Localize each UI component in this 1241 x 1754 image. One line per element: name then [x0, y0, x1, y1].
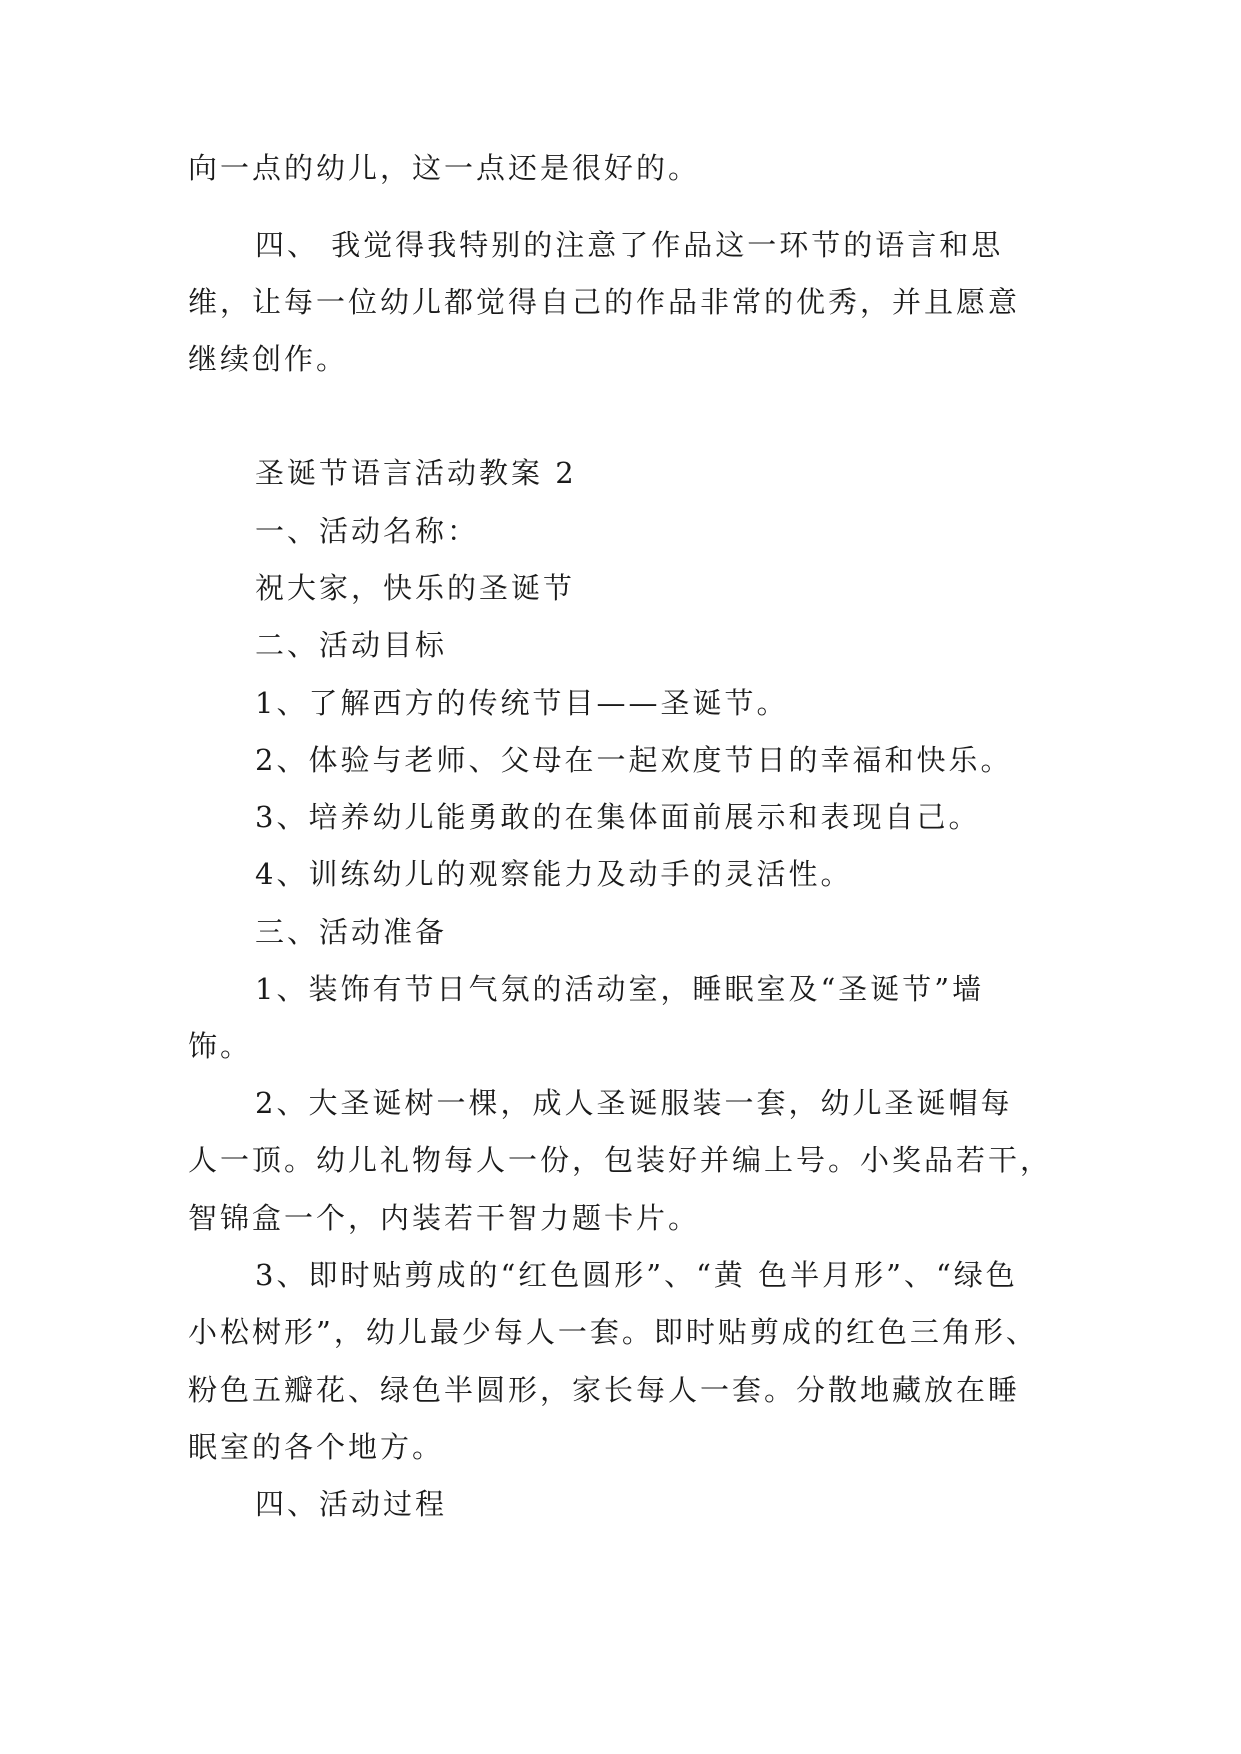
list-item: 2、体验与老师、父母在一起欢度节日的幸福和快乐。: [255, 743, 1013, 777]
list-item: 4、训练幼儿的观察能力及动手的灵活性。: [255, 857, 853, 891]
list-item: 3、即时贴剪成的“红色圆形”、“黄 色半月形”、“绿色: [255, 1258, 1018, 1292]
section-heading: 一、活动名称：: [255, 514, 480, 548]
text-line: 人一顶。幼儿礼物每人一份，包装好并编上号。小奖品若干，: [188, 1143, 1053, 1177]
list-item: 3、培养幼儿能勇敢的在集体面前展示和表现自己。: [255, 800, 981, 834]
section-heading: 三、活动准备: [255, 915, 448, 949]
section-heading: 二、活动目标: [255, 628, 448, 662]
text-line: 四、 我觉得我特别的注意了作品这一环节的语言和思: [255, 228, 1004, 262]
text-line: 祝大家，快乐的圣诞节: [255, 571, 576, 605]
text-line: 眠室的各个地方。: [188, 1430, 445, 1464]
text-line: 维，让每一位幼儿都觉得自己的作品非常的优秀，并且愿意: [188, 285, 1021, 319]
list-item: 1、了解西方的传统节目——圣诞节。: [255, 686, 789, 720]
section-title: 圣诞节语言活动教案 2: [255, 456, 577, 490]
text-line: 粉色五瓣花、绿色半圆形，家长每人一套。分散地藏放在睡: [188, 1373, 1021, 1407]
list-item: 1、装饰有节日气氛的活动室，睡眠室及“圣诞节”墙: [255, 972, 985, 1006]
text-line: 饰。: [188, 1029, 253, 1063]
list-item: 2、大圣诞树一棵，成人圣诞服装一套，幼儿圣诞帽每: [255, 1086, 1013, 1120]
text-line: 继续创作。: [188, 342, 349, 376]
text-line: 向一点的幼儿，这一点还是很好的。: [188, 151, 701, 185]
text-line: 小松树形”，幼儿最少每人一套。即时贴剪成的红色三角形、: [188, 1315, 1038, 1349]
section-heading: 四、活动过程: [255, 1487, 448, 1521]
text-line: 智锦盒一个，内装若干智力题卡片。: [188, 1201, 701, 1235]
